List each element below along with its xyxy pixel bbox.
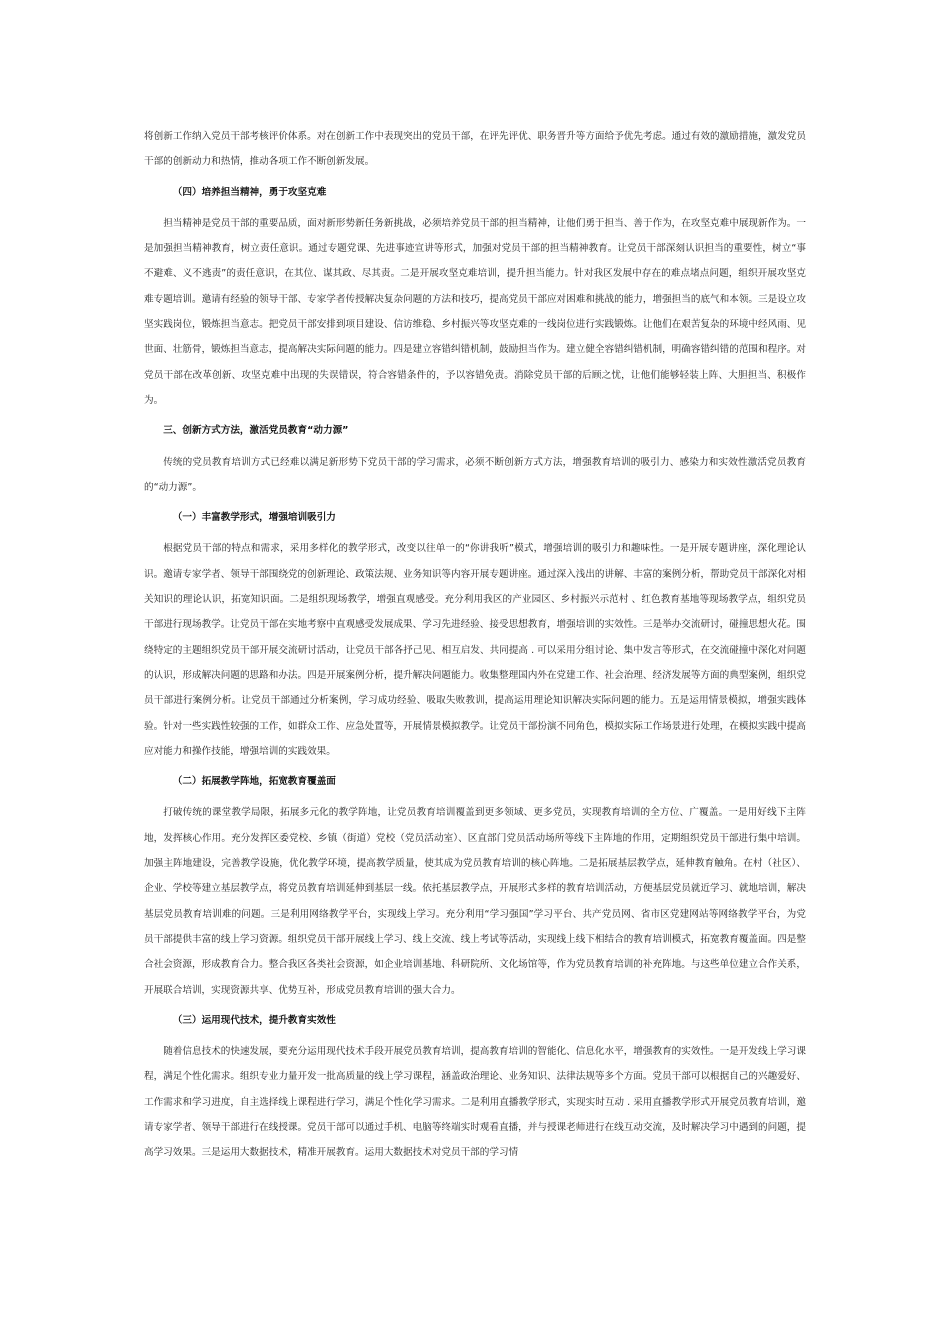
paragraph-sub-1: 根据党员干部的特点和需求，采用多样化的教学形式，改变以往单一的“你讲我听”模式，增强培训的吸引力和趣味性。一是开展专题讲座，深化理论认识。邀请专家学者、领导干部围绕党的创新理论、政策法规、业务知识等内容开展专题讲座。通过深入浅出的讲解、丰富的案例分析，帮助党员干部深化对相关知识的理论认识，拓宽知识面。二是组织现场教学，增强直观感受。充分利用我区的产业园区、乡村振兴示范村 、红色教育基地等现场教学点，组织党员干部进行现场教学。让党员干部在实地考察中直观感受发展成果、学习先进经验、接受思想教育，增强培训的实效性。三是举办交流研讨，碰撞思想火花。围绕特定的主题组织党员干部开展交流研讨活动，让党员干部各抒己见、相互启发、共同提高 . 可以采用分组讨论、集中发言等形式，在交流碰撞中深化对问题的认识，形成解决问题的思路和办法。四是开展案例分析，提升解决问题能力。收集整理国内外在党建工作、社会治理、经济发展等方面的典型案例，组织党员干部进行案例分析。让党员干部通过分析案例，学习成功经验、吸取失败教训，提高运用理论知识解决实际问题的能力。五是运用情景模拟，增强实践体验。针对一些实践性较强的工作，如群众工作、应急处置等，开展情景模拟教学。让党员干部扮演不同角色，模拟实际工作场景进行处理，在模拟实践中提高应对能力和操作技能，增强培训的实践效果。: [144, 543, 806, 757]
heading-sub-1: （一）丰富教学形式，增强培训吸引力: [172, 512, 336, 524]
heading-sub-3: （三）运用现代技术，提升教育实效性: [172, 1014, 336, 1026]
heading-part-3: 三、创新方式方法，激活党员教育“动力源”: [163, 425, 349, 437]
heading-section-4: （四）培养担当精神，勇于攻坚克难: [172, 186, 327, 198]
paragraph-section-4: 担当精神是党员干部的重要品质，面对新形势新任务新挑战，必须培养党员干部的担当精神，让他们勇于担当、善于作为，在攻坚克难中展现新作为。一是加强担当精神教育，树立责任意识。通过专题党课、先进事迹宣讲等形式，加强对党员干部的担当精神教育。让党员干部深刻认识担当的重要性，树立“事不避难、义不逃责”的责任意识，在其位、谋其政、尽其责。二是开展攻坚克难培训，提升担当能力。针对我区发展中存在的难点堵点问题，组织开展攻坚克难专题培训。邀请有经验的领导干部、专家学者传授解决复杂问题的方法和技巧，提高党员干部应对困难和挑战的能力，增强担当的底气和本领。三是设立攻坚实践岗位，锻炼担当意志。把党员干部安排到项目建设、信访维稳、乡村振兴等攻坚克难的一线岗位进行实践锻炼。让他们在艰苦复杂的环境中经风雨、见世面、壮筋骨，锻炼担当意志，提高解决实际问题的能力。四是建立容错纠错机制，鼓励担当作为。建立健全容错纠错机制，明确容错纠错的范围和程序。对党员干部在改革创新、攻坚克难中出现的失误错误，符合容错条件的，予以容错免责。消除党员干部的后顾之忧，让他们能够轻装上阵、大胆担当、积极作为。: [144, 217, 806, 406]
paragraph-sub-2: 打破传统的课堂教学局限，拓展多元化的教学阵地，让党员教育培训覆盖到更多领域、更多党员，实现教育培训的全方位、广覆盖。一是用好线下主阵地，发挥核心作用。充分发挥区委党校、乡镇（街道）党校（党员活动室）、区直部门党员活动场所等线下主阵地的作用，定期组织党员干部进行集中培训。加强主阵地建设，完善教学设施，优化教学环境，提高教学质量，使其成为党员教育培训的核心阵地。二是拓展基层教学点，延伸教育触角。在村（社区）、企业、学校等建立基层教学点，将党员教育培训延伸到基层一线。依托基层教学点，开展形式多样的教育培训活动，方便基层党员就近学习、就地培训，解决基层党员教育培训难的问题。三是利用网络教学平台，实现线上学习。充分利用“学习强国”学习平台、共产党员网、省市区党建网站等网络教学平台，为党员干部提供丰富的线上学习资源。组织党员干部开展线上学习、线上交流、线上考试等活动，实现线上线下相结合的教育培训模式，拓宽教育覆盖面。四是整合社会资源，形成教育合力。整合我区各类社会资源，如企业培训基地、科研院所、文化场馆等，作为党员教育培训的补充阵地。与这些单位建立合作关系，开展联合培训，实现资源共享、优势互补，形成党员教育培训的强大合力。: [144, 807, 806, 996]
document-page: [144, 124, 806, 1166]
heading-sub-2: （二）拓展教学阵地，拓宽教育覆盖面: [172, 776, 336, 788]
paragraph-sub-3: 随着信息技术的快速发展，要充分运用现代技术手段开展党员教育培训，提高教育培训的智能化、信息化水平，增强教育的实效性。一是开发线上学习课程，满足个性化需求。组织专业力量开发一批高质量的线上学习课程，涵盖政治理论、业务知识、法律法规等多个方面。党员干部可以根据自己的兴趣爱好、工作需求和学习进度，自主选择线上课程进行学习，满足个性化学习需求。二是利用直播教学形式，实现实时互动 . 采用直播教学形式开展党员教育培训，邀请专家学者、领导干部进行在线授课。党员干部可以通过手机、电脑等终端实时观看直播，并与授课老师进行在线互动交流，及时解决学习中遇到的问题，提高学习效果。三是运用大数据技术，精准开展教育。运用大数据技术对党员干部的学习情: [144, 1046, 806, 1159]
paragraph-part-3: 传统的党员教育培训方式已经难以满足新形势下党员干部的学习需求，必须不断创新方式方法，增强教育培训的吸引力、感染力和实效性激活党员教育的“动力源”。: [144, 456, 806, 493]
paragraph-intro-tail: 将创新工作纳入党员干部考核评价体系。对在创新工作中表现突出的党员干部，在评先评优、职务晋升等方面给予优先考虑。通过有效的激励措施，激发党员干部的创新动力和热情，推动各项工作不断创新发展。: [144, 131, 806, 168]
